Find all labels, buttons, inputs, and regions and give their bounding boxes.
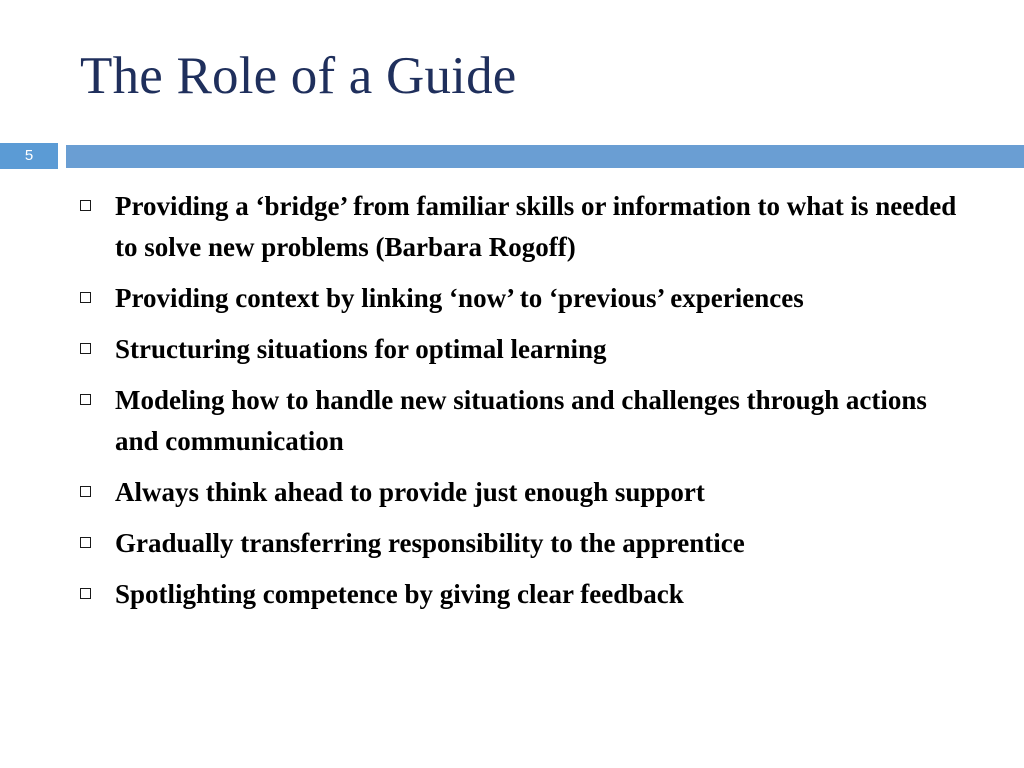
bullet-text: Spotlighting competence by giving clear feedback [115,579,684,609]
bullet-item [80,523,960,564]
bullet-text: Modeling how to handle new situations and challenges through actions and communication [115,385,927,456]
bullet-item [80,574,960,615]
square-bullet-icon [80,588,91,599]
bullet-list [80,186,960,625]
square-bullet-icon [80,200,91,211]
bullet-item [80,186,960,268]
bullet-item [80,278,960,319]
bullet-item [80,329,960,370]
accent-bar [66,145,1024,168]
bullet-item [80,472,960,513]
bullet-text: Always think ahead to provide just enough support [115,477,705,507]
square-bullet-icon [80,486,91,497]
bullet-text: Providing context by linking ‘now’ to ‘previous’ experiences [115,283,804,313]
bullet-item [80,380,960,462]
bullet-text: Gradually transferring responsibility to the apprentice [115,528,745,558]
bullet-text: Structuring situations for optimal learning [115,334,607,364]
slide-title: The Role of a Guide [80,47,517,105]
slide-number: 5 [0,143,58,169]
square-bullet-icon [80,343,91,354]
bullet-text: Providing a ‘bridge’ from familiar skills or information to what is needed to solve new problems (Barbara Rogoff) [115,191,957,262]
square-bullet-icon [80,537,91,548]
square-bullet-icon [80,292,91,303]
square-bullet-icon [80,394,91,405]
